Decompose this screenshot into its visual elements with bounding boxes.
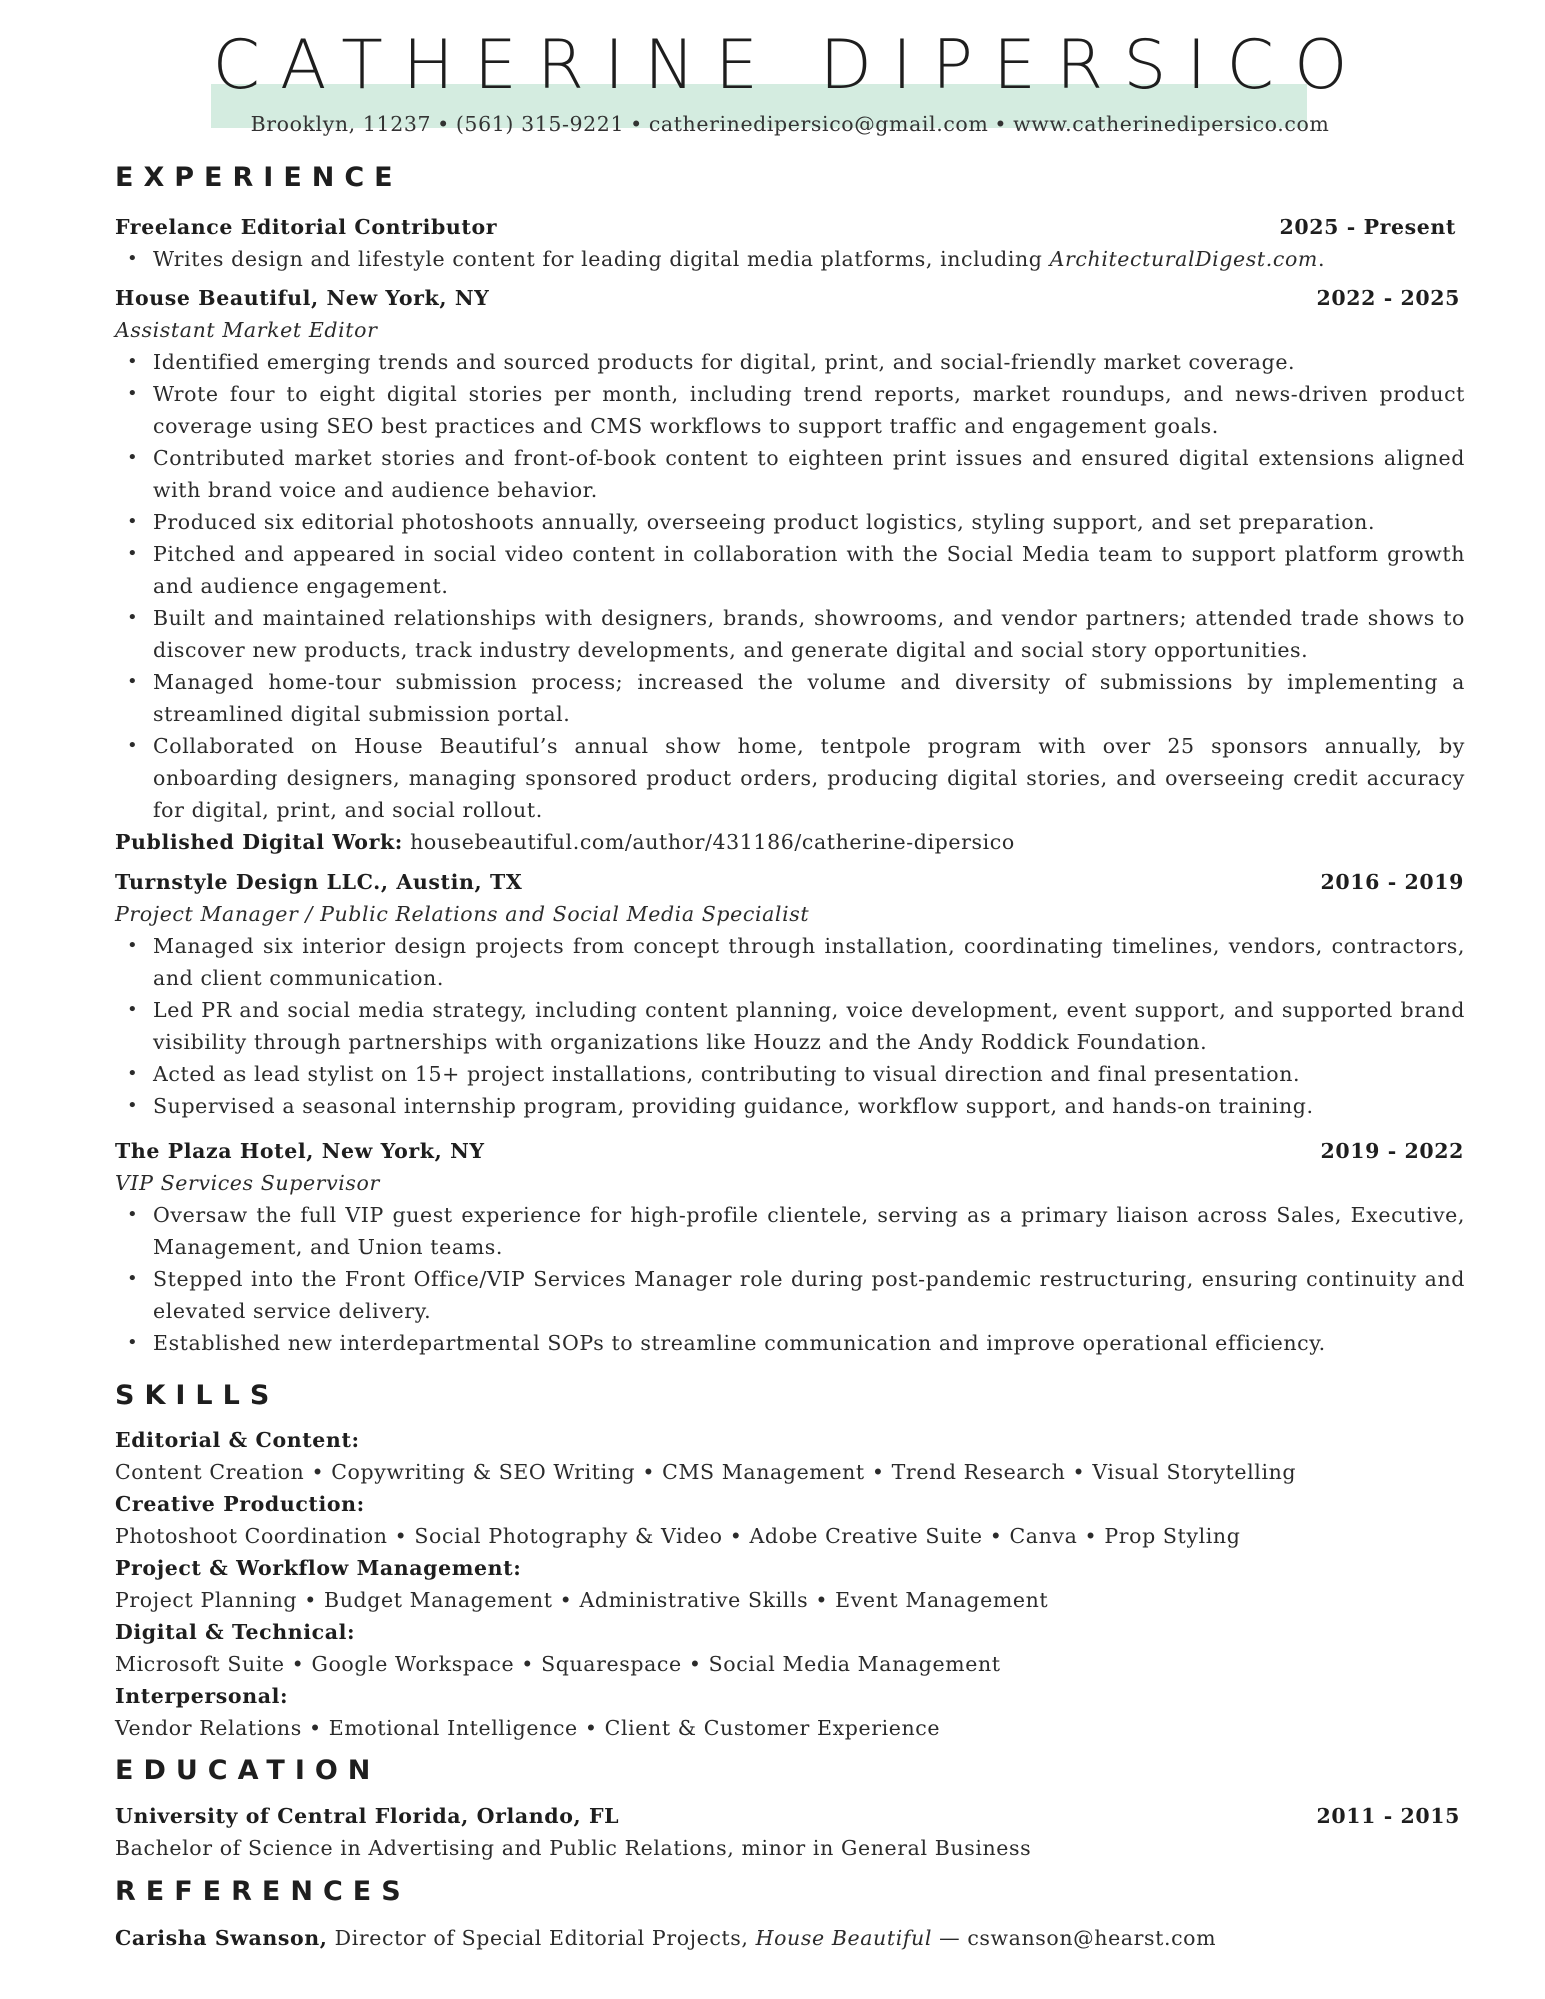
turnstyle-bullet: [115, 1090, 1465, 1122]
bullet-text-main: Writes design and lifestyle content for leading digital media platforms, including: [153, 247, 1050, 271]
skill-group-label: Editorial & Content:: [115, 1428, 360, 1452]
reference-name: Carisha Swanson,: [115, 1926, 328, 1950]
bullet-dot: •: [127, 351, 139, 372]
skill-group-items: Project Planning • Budget Management • Administrative Skills • Event Management: [115, 1588, 1049, 1612]
turnstyle-bullet: [115, 994, 1465, 1058]
house-beautiful-bullet: [115, 506, 1465, 538]
reference-email[interactable]: — cswanson@hearst.com: [932, 1926, 1217, 1950]
applicant-name: CATHERINE DIPERSICO: [212, 26, 1368, 105]
bullet-text: Collaborated on House Beautiful’s annual show home, tentpole program with over 25 sponsors annually, by onboarding designers, managing sponsored product orders, producing digital stories, and overseeing credit accuracy for digital, print, and social rollout.: [153, 734, 1465, 822]
bullet-text: Contributed market stories and front-of-book content to eighteen print issues and ensured digital extensions aligned with brand voice and audience behavior.: [153, 446, 1465, 502]
house-beautiful-bullet: [115, 602, 1465, 666]
turnstyle-job-header: [115, 866, 1464, 898]
freelance-role: Freelance Editorial Contributor: [115, 215, 498, 239]
skill-group-label: Creative Production:: [115, 1492, 365, 1516]
house-beautiful-bullet: [115, 442, 1465, 506]
published-work-label: Published Digital Work:: [115, 830, 403, 854]
house-beautiful-bullet: [115, 378, 1465, 442]
bullet-text: Supervised a seasonal internship program, providing guidance, workflow support, and hands-on training.: [153, 1094, 1314, 1118]
bullet-text: Pitched and appeared in social video content in collaboration with the Social Media team to support platform growth and audience engagement.: [153, 542, 1465, 598]
bullet-text: Managed six interior design projects from concept through installation, coordinating timelines, vendors, contractors, and client communication.: [153, 934, 1465, 990]
freelance-bullet: [115, 243, 1465, 275]
skill-group-label: Digital & Technical:: [115, 1620, 356, 1644]
bullet-text: Built and maintained relationships with designers, brands, showrooms, and vendor partners; attended trade shows to discover new products, track industry developments, and generate digital and social story opportunities.: [153, 606, 1465, 662]
education-degree: Bachelor of Science in Advertising and Public Relations, minor in General Business: [115, 1836, 1032, 1860]
published-work-line: [115, 826, 1464, 858]
house-beautiful-role: Assistant Market Editor: [115, 318, 378, 342]
education-dates: 2011 - 2015: [1316, 1804, 1460, 1828]
reference-entry: [115, 1922, 1464, 1954]
turnstyle-role: Project Manager / Public Relations and Social Media Specialist: [115, 902, 810, 926]
education-header: [115, 1800, 1464, 1832]
plaza-org: The Plaza Hotel, New York, NY: [115, 1139, 485, 1163]
experience-heading: EXPERIENCE: [115, 162, 403, 193]
contact-email[interactable]: catherinedipersico@gmail.com: [648, 112, 989, 136]
skill-group-items: Photoshoot Coordination • Social Photography & Video • Adobe Creative Suite • Canva • Prop Styling: [115, 1524, 1241, 1548]
education-school: University of Central Florida, Orlando, FL: [115, 1804, 620, 1828]
turnstyle-bullet: [115, 930, 1465, 994]
contact-separator: •: [994, 112, 1008, 136]
turnstyle-org: Turnstyle Design LLC., Austin, TX: [115, 870, 523, 894]
house-beautiful-job-header: [115, 282, 1464, 314]
bullet-text: Stepped into the Front Office/VIP Services Manager role during post-pandemic restructuring, ensuring continuity and elevated service delivery.: [153, 1267, 1465, 1323]
bullet-text-publication[interactable]: ArchitecturalDigest.com: [1049, 247, 1318, 271]
bullet-text: Led PR and social media strategy, including content planning, voice development, event support, and supported brand visibility through partnerships with organizations like Houzz and the Andy Roddick Foundation.: [153, 998, 1465, 1054]
skills-heading: SKILLS: [115, 1380, 280, 1411]
skill-group-label: Interpersonal:: [115, 1684, 289, 1708]
bullet-dot: •: [127, 1268, 139, 1289]
bullet-dot: •: [127, 447, 139, 468]
plaza-dates: 2019 - 2022: [1320, 1139, 1464, 1163]
bullet-dot: •: [127, 999, 139, 1020]
bullet-dot: •: [127, 935, 139, 956]
bullet-text: Acted as lead stylist on 15+ project installations, contributing to visual direction and final presentation.: [153, 1062, 1301, 1086]
bullet-dot: •: [127, 248, 139, 269]
contact-location: Brooklyn, 11237: [250, 112, 432, 136]
plaza-bullet: [115, 1199, 1465, 1263]
turnstyle-dates: 2016 - 2019: [1320, 870, 1464, 894]
freelance-job-header: [115, 211, 1464, 243]
bullet-dot: •: [127, 383, 139, 404]
published-work-link[interactable]: housebeautiful.com/author/431186/catherine-dipersico: [410, 830, 1015, 854]
contact-separator: •: [630, 112, 643, 136]
contact-line: [115, 112, 1465, 136]
education-heading: EDUCATION: [115, 1755, 381, 1786]
bullet-text-end: .: [1317, 247, 1326, 271]
bullet-text: Established new interdepartmental SOPs to streamline communication and improve operational efficiency.: [153, 1331, 1326, 1355]
reference-publication: House Beautiful: [755, 1926, 932, 1950]
references-heading: REFERENCES: [115, 1876, 411, 1907]
bullet-text: Identified emerging trends and sourced products for digital, print, and social-friendly market coverage.: [153, 350, 1296, 374]
plaza-role: VIP Services Supervisor: [115, 1171, 380, 1195]
bullet-text: Oversaw the full VIP guest experience for high-profile clientele, serving as a primary liaison across Sales, Executive, Management, and Union teams.: [153, 1203, 1465, 1259]
bullet-dot: •: [127, 1204, 139, 1225]
turnstyle-bullet: [115, 1058, 1465, 1090]
skill-group-items: Content Creation • Copywriting & SEO Writing • CMS Management • Trend Research • Visual Storytelling: [115, 1460, 1297, 1484]
bullet-text: [153, 243, 1465, 275]
freelance-dates: 2025 - Present: [1279, 215, 1456, 239]
contact-website[interactable]: www.catherinedipersico.com: [1013, 112, 1330, 136]
resume-header: [115, 28, 1465, 108]
house-beautiful-bullet: [115, 346, 1465, 378]
bullet-text: Wrote four to eight digital stories per month, including trend reports, market roundups, and news-driven product coverage using SEO best practices and CMS workflows to support traffic and engagement goals.: [153, 382, 1465, 438]
house-beautiful-bullet: [115, 538, 1465, 602]
house-beautiful-org: House Beautiful, New York, NY: [115, 286, 490, 310]
skill-group-items: Vendor Relations • Emotional Intelligence • Client & Customer Experience: [115, 1716, 941, 1740]
house-beautiful-bullet: [115, 730, 1465, 826]
bullet-dot: •: [127, 671, 139, 692]
bullet-dot: •: [127, 1095, 139, 1116]
bullet-dot: •: [127, 607, 139, 628]
plaza-job-header: [115, 1135, 1464, 1167]
plaza-bullet: [115, 1263, 1465, 1327]
bullet-dot: •: [127, 1063, 139, 1084]
bullet-dot: •: [127, 735, 139, 756]
bullet-dot: •: [127, 511, 139, 532]
skill-group-label: Project & Workflow Management:: [115, 1556, 522, 1580]
bullet-dot: •: [127, 543, 139, 564]
plaza-bullet: [115, 1327, 1465, 1359]
skill-group-items: Microsoft Suite • Google Workspace • Squarespace • Social Media Management: [115, 1652, 1001, 1676]
bullet-text: Managed home-tour submission process; increased the volume and diversity of submissions by implementing a streamlined digital submission portal.: [153, 670, 1465, 726]
contact-separator: •: [437, 112, 450, 136]
reference-position: Director of Special Editorial Projects,: [327, 1926, 756, 1950]
house-beautiful-bullet: [115, 666, 1465, 730]
house-beautiful-dates: 2022 - 2025: [1316, 286, 1460, 310]
contact-phone[interactable]: (561) 315-9221: [455, 112, 625, 136]
bullet-dot: •: [127, 1332, 139, 1353]
bullet-text: Produced six editorial photoshoots annually, overseeing product logistics, styling support, and set preparation.: [153, 510, 1376, 534]
